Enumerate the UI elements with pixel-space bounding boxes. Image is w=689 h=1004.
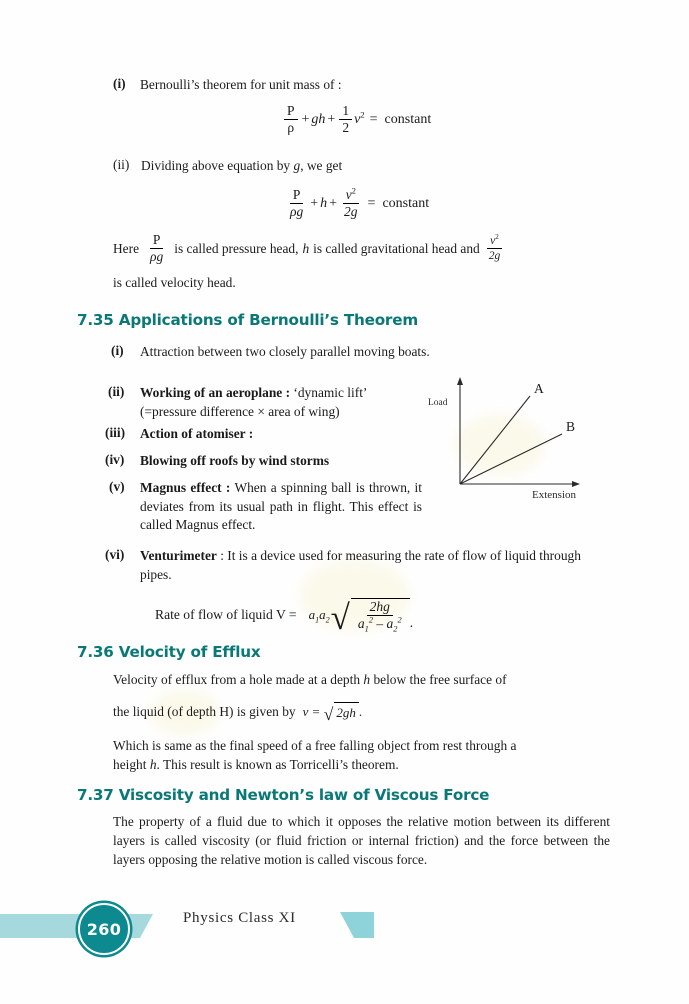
list-text-735-v [140,479,422,535]
efflux-text-a: Velocity of efflux from a hole made at a depth [113,672,361,687]
equals-sign: = [369,111,378,127]
footer-band-tail [140,914,153,938]
list-text: When a spinning ball is thrown, it deviates from its usual path in flight. This effect is called Magnus effect. [140,480,422,532]
symbol-h: h [363,672,371,687]
symbol-g: g [293,158,301,173]
list-marker-ii: (ii) [113,157,130,172]
list-text: ‘dynamic lift’ [290,385,368,400]
graph-label-a: A [534,381,544,396]
equation-rhs: constant [384,111,432,127]
paragraph-mid-2: is called gravitational head and [313,240,480,256]
symbol-v: v [302,704,309,719]
fraction-denominator: ρg [150,249,164,265]
fraction-denominator: 2g [344,204,358,220]
radical-sign: √ [323,703,334,724]
fraction-denominator: 2 [342,120,350,136]
list-marker-735-iv: (iv) [105,452,125,467]
list-text-735-vi [140,547,612,584]
list-marker-i: (i) [113,76,126,91]
fraction-numerator: P [150,233,164,249]
list-text: : It is a device used for measuring the rate of flow of liquid through pipes. [140,548,581,582]
fraction-denominator: $a_1^2 - a_2^2$ [357,615,402,634]
footer-book-title: Physics Class XI [183,910,296,926]
fraction-numerator: 2hg [367,600,393,616]
fraction-one-half [339,104,352,136]
list-bold-lead: Magnus effect : [140,480,231,495]
efflux-paragraph-2 [113,702,613,723]
graph-svg [422,372,622,507]
plus-sign: + [327,111,336,127]
list-text-line2: (=pressure difference × area of wing) [140,403,340,419]
list-marker-735-iii: (iii) [105,425,126,440]
page-number-badge [78,903,130,955]
list-text-735-iii: Action of atomiser : [140,426,254,441]
symbol-h: h [149,756,157,772]
list-text-735-iv: Blowing off roofs by wind storms [140,453,330,468]
equation-bernoulli-per-weight [285,188,429,220]
list-marker-735-i: (i) [111,343,124,358]
square-root [330,598,410,638]
period: . [358,704,363,719]
plus-sign: + [301,111,310,127]
equation-label: Rate of flow of liquid V = [155,606,297,622]
torricelli-text-post: . This result is known as Torricelli’s theorem. [156,756,399,772]
efflux-text-c: the liquid (of depth H) is given by [113,704,296,719]
heading-7-37: 7.37 Viscosity and Newton’s law of Viscous Force [77,786,490,804]
graph-label-b: B [566,419,576,434]
radical-sign: √ [330,598,350,638]
inline-fraction-p-over-rho-g [145,233,168,265]
heading-7-35: 7.35 Applications of Bernoulli’s Theorem [77,311,418,329]
equation-torricelli [303,702,363,723]
paragraph-mid-1: is called pressure head, [174,240,299,256]
fraction-numerator: 1 [339,104,352,120]
efflux-paragraph-1 [113,671,613,690]
fraction-numerator: $v^2$ [487,235,502,249]
graph-y-axis-label: Load [428,398,448,408]
list-marker-735-v: (v) [109,479,125,494]
square-root [324,702,359,723]
page-number: 260 [86,919,122,939]
list-marker-735-ii: (ii) [108,384,125,399]
fraction-numerator: P [284,104,298,120]
efflux-text-b: below the free surface of [373,672,507,687]
curve-b [460,434,562,484]
fraction-numerator: $v^2$ [343,188,359,204]
graph-x-axis-label: Extension [532,489,576,501]
equation-venturimeter [155,598,414,638]
item-ii-text: Dividing above equation by g, we get [141,158,343,173]
heading-7-36: 7.36 Velocity of Efflux [77,643,261,661]
equation-bernoulli-unit-mass [282,104,431,136]
fraction-2hg-over-a1sq-minus-a2sq [355,600,405,632]
curve-a [460,396,530,484]
efflux-paragraph-3 [113,737,613,774]
list-text-735-ii [140,384,430,421]
item-i-text: Bernoulli’s theorem for unit mass of : [140,77,342,92]
torricelli-text-pre: height [113,756,147,772]
load-extension-graph [422,372,622,507]
fraction-denominator: ρg [290,204,304,220]
plus-sign: + [310,195,319,211]
plus-sign: + [329,195,338,211]
symbol-h: h [302,240,310,256]
term-h: h [320,195,328,211]
list-bold-lead: Working of an aeroplane : [140,385,291,400]
viscosity-paragraph: The property of a fluid due to which it opposes the relative motion between its different layers is called viscosity (or fluid friction or internal friction) and the force between the layers opposing the relative motion is called viscous force. [113,814,610,867]
paragraph-lead: Here [113,240,140,256]
term-gh: gh [311,111,326,127]
equals-sign: = [367,195,376,211]
period: . [409,615,414,631]
equation-rhs: constant [382,195,430,211]
fraction-denominator: ρ [287,120,295,136]
list-text-735-i: Attraction between two closely parallel moving boats. [140,344,430,359]
fraction-v2-over-2g [341,188,361,220]
list-bold-lead: Venturimeter [140,548,217,563]
coefficient-a1-a2: $a_1a_2$ [308,606,330,625]
list-marker-735-vi: (vi) [105,547,125,562]
term-v-squared: $v^2$ [354,109,365,127]
pressure-head-paragraph [113,233,613,265]
velocity-head-tail: is called velocity head. [113,275,236,290]
fraction-p-over-rho [284,104,298,136]
footer-tab-slant [340,912,354,938]
footer-tab-body [354,912,374,938]
inline-fraction-v2-over-2g [484,235,506,262]
x-axis-arrow [572,481,580,487]
radicand: 2gh [334,702,359,723]
y-axis-arrow [457,377,463,385]
fraction-p-over-rho-g [287,188,306,220]
fraction-numerator: P [290,188,304,204]
radicand [351,598,410,632]
equals-sign: = [312,704,320,719]
torricelli-text-a: Which is same as the final speed of a free falling object from rest through a [113,738,517,753]
fraction-denominator: 2g [488,250,501,263]
